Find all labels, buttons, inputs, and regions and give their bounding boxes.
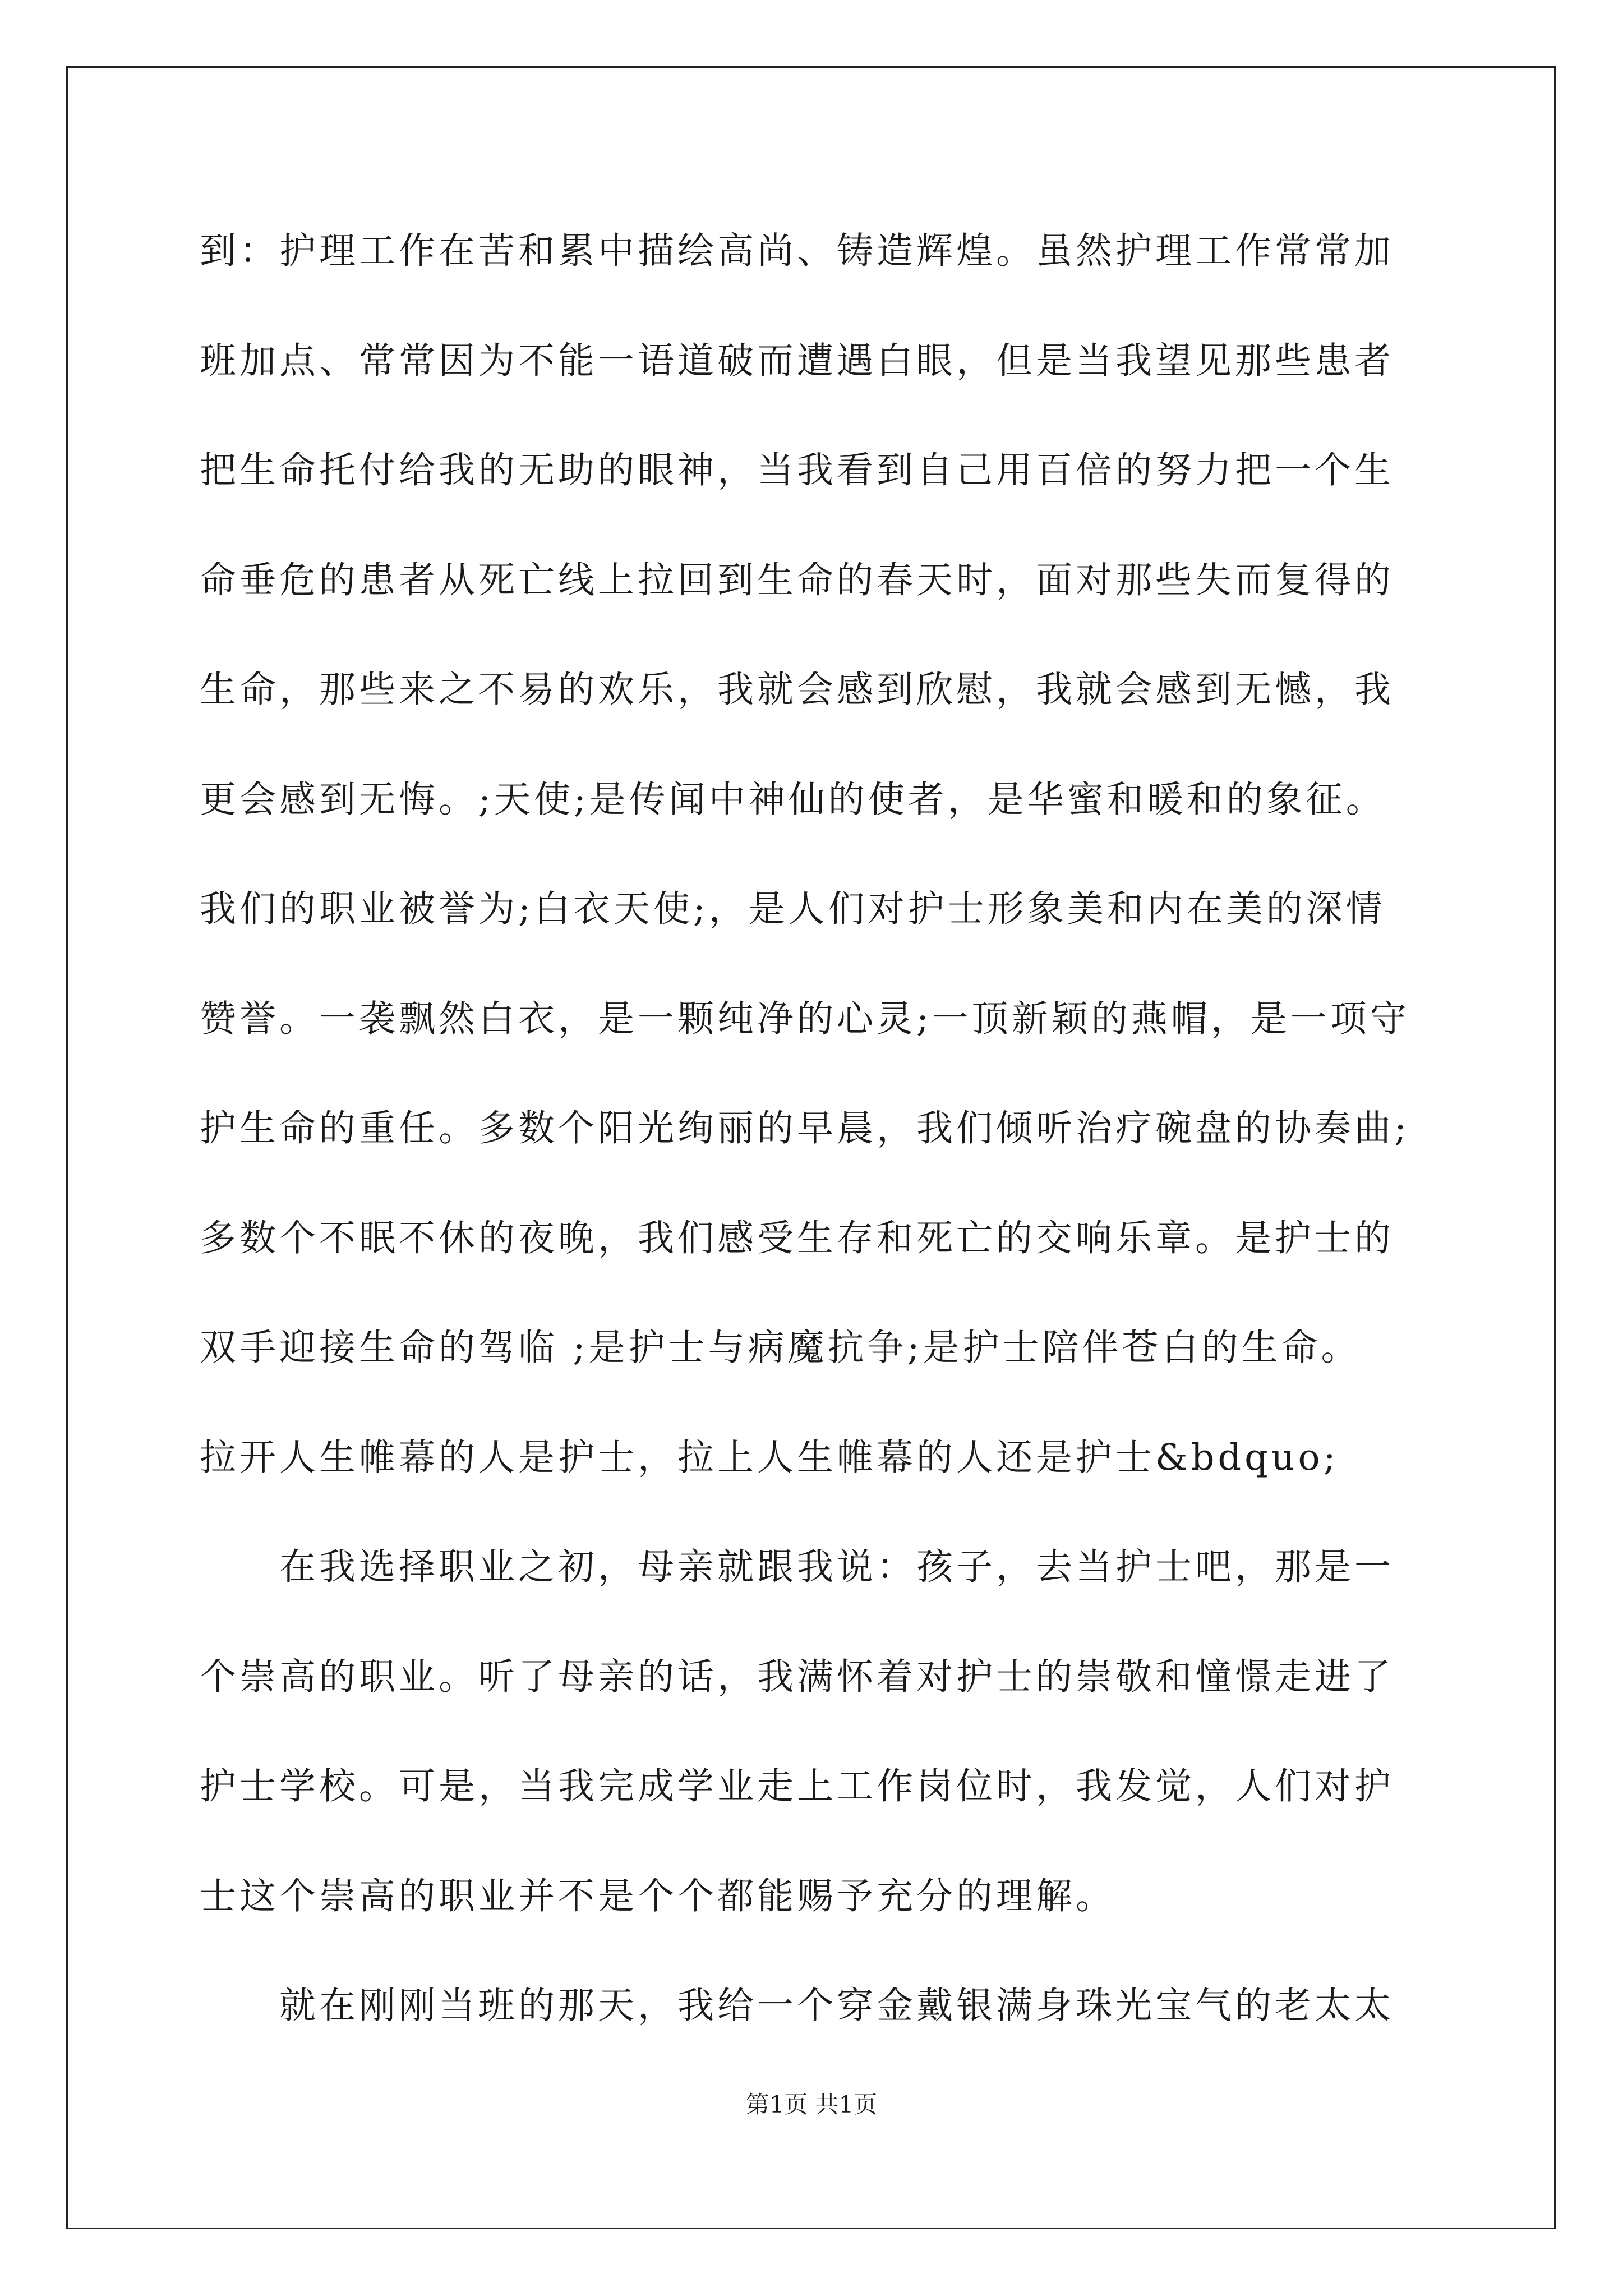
- text-line: 多数个不眠不休的夜晚，我们感受生存和死亡的交响乐章。是护士的: [200, 1217, 1395, 1259]
- text-line: 生命，那些来之不易的欢乐，我就会感到欣慰，我就会感到无憾，我: [200, 669, 1395, 711]
- text-line: 命垂危的患者从死亡线上拉回到生命的春天时，面对那些失而复得的: [200, 559, 1395, 601]
- text-line: 赞誉。一袭飘然白衣，是一颗纯净的心灵;一顶新颖的燕帽，是一项守: [200, 997, 1410, 1040]
- text-line: 士这个崇高的职业并不是个个都能赐予充分的理解。: [200, 1875, 1116, 1917]
- text-line: 护生命的重任。多数个阳光绚丽的早晨，我们倾听治疗碗盘的协奏曲;: [200, 1107, 1410, 1149]
- text-line: 拉开人生帷幕的人是护士，拉上人生帷幕的人还是护士&bdquo;: [200, 1436, 1339, 1479]
- text-line: 个崇高的职业。听了母亲的话，我满怀着对护士的崇敬和憧憬走进了: [200, 1655, 1395, 1698]
- text-line: 班加点、常常因为不能一语道破而遭遇白眼，但是当我望见那些患者: [200, 339, 1395, 382]
- text-line: 双手迎接生命的驾临 ;是护士与病魔抗争;是护士陪伴苍白的生命。: [200, 1327, 1361, 1369]
- page-footer: 第1页 共1页: [745, 2091, 878, 2118]
- text-line: 到：护理工作在苦和累中描绘高尚、铸造辉煌。虽然护理工作常常加: [200, 230, 1395, 272]
- text-line: 我们的职业被誉为;白衣天使;，是人们对护士形象美和内在美的深情: [200, 888, 1386, 930]
- text-line: 护士学校。可是，当我完成学业走上工作岗位时，我发觉，人们对护: [200, 1765, 1395, 1807]
- text-line: 把生命托付给我的无助的眼神，当我看到自己用百倍的努力把一个生: [200, 449, 1395, 491]
- text-line: 更会感到无悔。;天使;是传闻中神仙的使者，是华蜜和暖和的象征。: [200, 778, 1386, 821]
- text-line: 在我选择职业之初，母亲就跟我说：孩子，去当护士吧，那是一: [279, 1546, 1395, 1588]
- text-line: 就在刚刚当班的那天，我给一个穿金戴银满身珠光宝气的老太太: [279, 1985, 1395, 2027]
